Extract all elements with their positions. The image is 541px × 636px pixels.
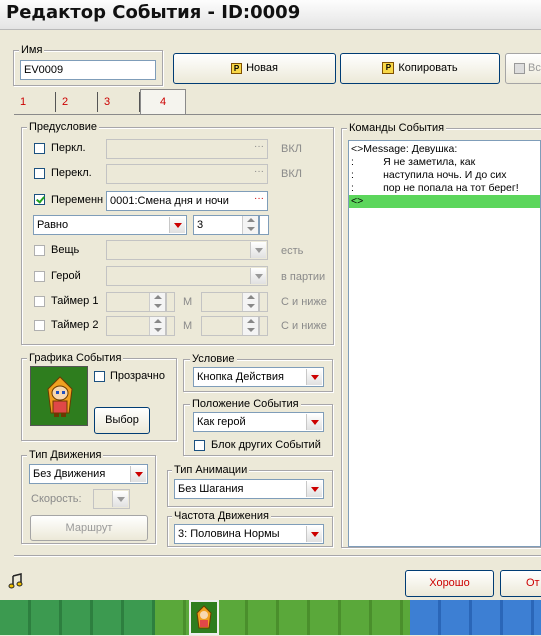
switch1-label: Перкл. <box>51 142 86 154</box>
name-input[interactable]: EV0009 <box>20 60 156 80</box>
animation-select[interactable] <box>174 479 324 499</box>
tab-page-4[interactable]: 4 <box>140 89 186 115</box>
variable-value: 0001:Смена дня и ночи <box>110 195 229 207</box>
timer2-seconds-spinner[interactable] <box>201 316 259 336</box>
chevron-down-icon[interactable] <box>306 369 322 385</box>
frequency-title: Частота Движения <box>174 510 269 522</box>
chevron-down-icon[interactable] <box>112 491 128 507</box>
variable-checkbox[interactable] <box>34 194 45 205</box>
movement-select[interactable] <box>29 464 148 484</box>
name-label: Имя <box>21 44 43 56</box>
new-page-label: Новая <box>246 62 278 74</box>
item-checkbox[interactable] <box>34 245 45 256</box>
chevron-down-icon[interactable] <box>306 526 322 542</box>
chevron-down-icon[interactable] <box>250 268 266 284</box>
movement-title: Тип Движения <box>29 449 102 461</box>
hero-checkbox[interactable] <box>34 271 45 282</box>
condition-title: Условие <box>192 353 235 365</box>
command-line[interactable]: <>Message: Девушка: <box>351 143 458 155</box>
new-event-icon: P <box>231 63 242 74</box>
new-page-button[interactable] <box>173 53 336 84</box>
command-line[interactable]: : Я не заметила, как <box>351 156 476 168</box>
item-suffix: есть <box>281 245 304 257</box>
precondition-group <box>21 127 334 345</box>
paste-page-button[interactable] <box>505 53 541 84</box>
spinner-arrows-icon[interactable] <box>149 293 165 311</box>
compare-operator-value: Равно <box>37 219 69 231</box>
block-events-label: Блок других Событий <box>211 439 321 451</box>
hero-suffix: в партии <box>281 271 326 283</box>
pick-graphic-button[interactable]: Выбор <box>94 407 150 434</box>
route-button[interactable]: Маршрут <box>30 515 148 541</box>
tile-water[interactable] <box>410 600 541 635</box>
tile-grass[interactable] <box>0 600 155 635</box>
title-bar <box>0 0 541 30</box>
transparent-checkbox[interactable] <box>94 371 105 382</box>
block-events-checkbox[interactable] <box>194 440 205 451</box>
hero-label: Герой <box>51 270 81 282</box>
note-icon[interactable] <box>8 573 24 589</box>
timer1-suffix: С и ниже <box>281 296 327 308</box>
switch2-label: Перекл. <box>51 167 92 179</box>
compare-operator-select[interactable] <box>33 215 187 235</box>
switch2-checkbox[interactable] <box>34 168 45 179</box>
timer1-minutes-dots[interactable] <box>166 292 175 312</box>
compare-value: 3 <box>197 219 204 231</box>
position-title: Положение События <box>192 398 299 410</box>
bottom-separator <box>14 555 541 557</box>
timer1-m-label: М <box>183 296 193 308</box>
chevron-down-icon[interactable] <box>169 217 185 233</box>
timer2-checkbox[interactable] <box>34 320 45 331</box>
timer2-label: Таймер 2 <box>51 319 99 331</box>
timer1-label: Таймер 1 <box>51 295 99 307</box>
movement-value: Без Движения <box>33 468 106 480</box>
window-title: Редактор События - ID:0009 <box>6 2 301 23</box>
precondition-title: Предусловие <box>29 121 97 133</box>
commands-list[interactable] <box>348 140 541 547</box>
switch1-checkbox[interactable] <box>34 143 45 154</box>
cancel-button[interactable]: От <box>500 570 541 597</box>
timer1-checkbox[interactable] <box>34 296 45 307</box>
timer1-seconds-dots[interactable] <box>259 292 268 312</box>
switch1-browse-icon[interactable]: ··· <box>254 141 264 152</box>
position-value: Как герой <box>197 416 246 428</box>
spinner-arrows-icon[interactable] <box>242 216 258 234</box>
hero-select[interactable] <box>106 266 268 286</box>
event-sprite-preview[interactable] <box>30 366 88 426</box>
frequency-select[interactable] <box>174 524 324 544</box>
timer2-suffix: С и ниже <box>281 320 327 332</box>
variable-browse-icon[interactable]: ··· <box>254 193 264 204</box>
command-line[interactable]: : пор не попала на тот берег! <box>351 182 519 194</box>
timer2-minutes-spinner[interactable] <box>106 316 166 336</box>
switch2-field[interactable] <box>106 164 268 184</box>
chevron-down-icon[interactable] <box>130 466 146 482</box>
timer2-m-label: М <box>183 320 193 332</box>
switch1-suffix: ВКЛ <box>281 143 302 155</box>
copy-page-label: Копировать <box>398 62 458 74</box>
position-select[interactable] <box>193 412 324 432</box>
animation-title: Тип Анимации <box>174 464 248 476</box>
transparent-label: Прозрачно <box>110 370 165 382</box>
condition-value: Кнопка Действия <box>197 371 284 383</box>
tab-page-1[interactable]: 1 <box>14 92 56 112</box>
switch2-suffix: ВКЛ <box>281 168 302 180</box>
tileset-strip[interactable] <box>0 600 541 635</box>
tab-divider <box>14 114 541 115</box>
tile-selected-sprite[interactable] <box>189 600 219 635</box>
compare-value-spinner[interactable] <box>193 215 259 235</box>
item-label: Вещь <box>51 244 80 256</box>
command-line[interactable]: <> <box>351 195 364 207</box>
spinner-arrows-icon[interactable] <box>149 317 165 335</box>
copy-page-button[interactable] <box>340 53 500 84</box>
paste-icon <box>514 63 525 74</box>
copy-icon: P <box>382 62 394 74</box>
animation-value: Без Шагания <box>178 483 244 495</box>
tab-page-3[interactable]: 3 <box>98 92 140 112</box>
timer2-minutes-dots[interactable] <box>166 316 175 336</box>
timer1-seconds-spinner[interactable] <box>201 292 259 312</box>
variable-label: Переменн <box>51 194 104 206</box>
switch2-browse-icon[interactable]: ··· <box>254 166 264 177</box>
item-select[interactable] <box>106 240 268 260</box>
switch1-field[interactable] <box>106 139 268 159</box>
tab-page-2[interactable]: 2 <box>56 92 98 112</box>
condition-select[interactable] <box>193 367 324 387</box>
ok-button[interactable]: Хорошо <box>405 570 494 597</box>
frequency-value: 3: Половина Нормы <box>178 528 280 540</box>
spinner-arrows-icon[interactable] <box>242 317 258 335</box>
chevron-down-icon[interactable] <box>306 481 322 497</box>
commands-title: Команды События <box>349 122 445 134</box>
speed-label: Скорость: <box>31 493 82 505</box>
command-selection-highlight <box>349 195 541 208</box>
speed-select[interactable] <box>93 489 130 509</box>
chevron-down-icon[interactable] <box>250 242 266 258</box>
chevron-down-icon[interactable] <box>306 414 322 430</box>
spinner-arrows-icon[interactable] <box>242 293 258 311</box>
command-line[interactable]: : наступила ночь. И до сих <box>351 169 507 181</box>
graphic-title: Графика События <box>29 352 122 364</box>
paste-page-label: Вс <box>528 62 541 74</box>
timer2-seconds-dots[interactable] <box>259 316 268 336</box>
variable-field[interactable] <box>106 191 268 211</box>
timer1-minutes-spinner[interactable] <box>106 292 166 312</box>
compare-value-dots-icon[interactable] <box>259 215 269 235</box>
